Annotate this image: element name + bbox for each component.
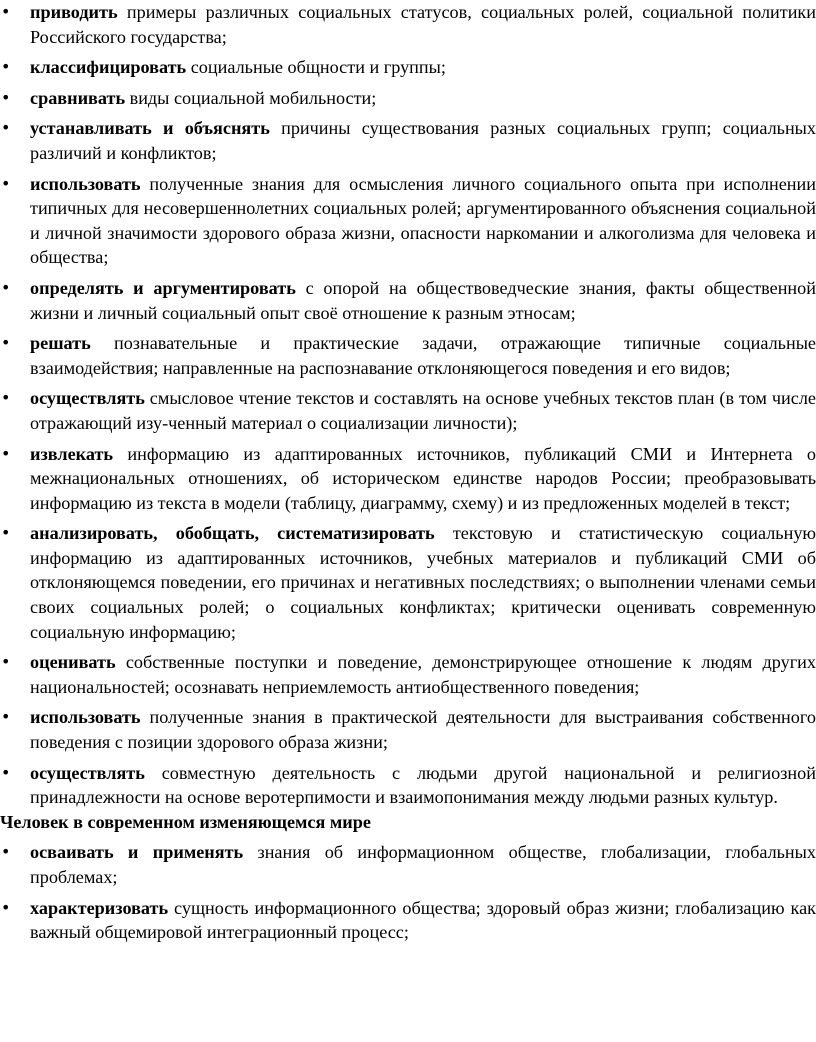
list-item [0, 116, 816, 165]
item-text: собственные поступки и поведение, демонстрирующее отношение к людям других национальностей; осознавать неприемлемость антиобщественного поведения; [30, 652, 816, 697]
item-keyword: приводить [30, 2, 118, 22]
bullet-icon: • [1, 87, 11, 107]
item-keyword: использовать [30, 707, 141, 728]
item-keyword: классифицировать [30, 57, 187, 78]
bullet-icon: • [1, 2, 11, 21]
list-item [0, 172, 816, 270]
bullet-icon: • [1, 277, 11, 297]
item-text: познавательные и практические задачи, отражающие типичные социальные взаимодействия; направленные на распознавание отклоняющегося поведения и его видов; [30, 333, 816, 378]
item-text: причины существования разных социальных групп; социальных различий и конфликтов; [30, 118, 816, 163]
item-text: текстовую и статистическую социальную информацию из адаптированных источников, учебных материалов и публикаций СМИ об отклоняющемся поведении, его причинах и негативных последствиях; о выполнении членами семьи своих социальных ролей; о социальных конфликтах; критически оценивать современную социальную информацию; [30, 523, 816, 642]
item-keyword: сравнивать [30, 87, 126, 108]
item-text: примеры различных социальных статусов, социальных ролей, социальной политики Российского государства; [30, 2, 816, 47]
item-keyword: осуществлять [30, 388, 145, 409]
section-heading: Человек в современном изменяющемся мире [0, 811, 371, 832]
list-item [0, 0, 816, 49]
bullet-icon: • [1, 443, 11, 463]
list-item [0, 331, 816, 380]
bullet-icon: • [1, 333, 11, 353]
item-keyword: использовать [30, 173, 141, 194]
item-text: смысловое чтение текстов и составлять на основе учебных текстов план (в том числе отражающий изу-ченный материал о социализации личности); [30, 388, 816, 433]
bullet-icon: • [1, 388, 11, 408]
item-text: совместную деятельность с людьми другой национальной и религиозной принадлежности на основе веротерпимости и взаимопонимания между людьми разных культур. [30, 762, 816, 808]
bullet-icon: • [1, 57, 11, 77]
item-keyword: решать [30, 333, 91, 354]
item-text: полученные знания для осмысления личного социального опыта при исполнении типичных для несовершеннолетних социальных ролей; аргументированного объяснения социальной и личной значимости здорового образа жизни, опасности наркомании и алкоголизма для человека и общества; [30, 173, 816, 268]
bullet-icon: • [1, 707, 11, 727]
bullet-icon: • [1, 762, 11, 782]
list-item [0, 650, 816, 699]
list-item [0, 705, 816, 754]
item-text: знания об информационном обществе, глобализации, глобальных проблемах; [30, 842, 816, 887]
bullet-icon: • [1, 118, 11, 138]
item-keyword: осуществлять [30, 762, 145, 783]
bullet-icon: • [1, 897, 11, 917]
item-text: информацию из адаптированных источников, публикаций СМИ и Интернета о межнациональных отношениях, об историческом единстве народов России; преобразовывать информацию из текста в модели (таблицу, диаграмму, схему) и из предложенных моделей в текст; [30, 443, 816, 513]
item-text: с опорой на обществоведческие знания, факты общественной жизни и личный социальный опыт своё отношение к разным этносам; [30, 277, 816, 323]
bullet-icon: • [1, 842, 11, 862]
list-item [0, 896, 816, 945]
item-keyword: анализировать, обобщать, систематизировать [30, 523, 435, 544]
list-item [0, 761, 816, 810]
competency-list-modern-world [0, 840, 816, 944]
bullet-icon: • [1, 652, 11, 672]
item-keyword: осваивать и применять [30, 842, 244, 863]
bullet-icon: • [1, 523, 11, 543]
item-text: виды социальной мобильности; [125, 87, 377, 108]
item-text: полученные знания в практической деятельности для выстраивания собственного поведения с позиции здорового образа жизни; [30, 707, 816, 753]
list-item [0, 521, 816, 644]
item-keyword: определять и аргументировать [30, 277, 296, 298]
list-item [0, 86, 816, 111]
item-keyword: характеризовать [30, 897, 169, 918]
item-text: социальные общности и группы; [186, 57, 446, 78]
list-item [0, 55, 816, 80]
list-item [0, 442, 816, 516]
item-text: сущность информационного общества; здоровый образ жизни; глобализацию как важный общемировой интеграционный процесс; [30, 897, 816, 943]
list-item [0, 840, 816, 889]
list-item [0, 386, 816, 435]
list-item [0, 276, 816, 325]
item-keyword: оценивать [30, 652, 116, 673]
bullet-icon: • [1, 173, 11, 193]
item-keyword: устанавливать и объяснять [30, 118, 270, 139]
item-keyword: извлекать [30, 443, 114, 464]
